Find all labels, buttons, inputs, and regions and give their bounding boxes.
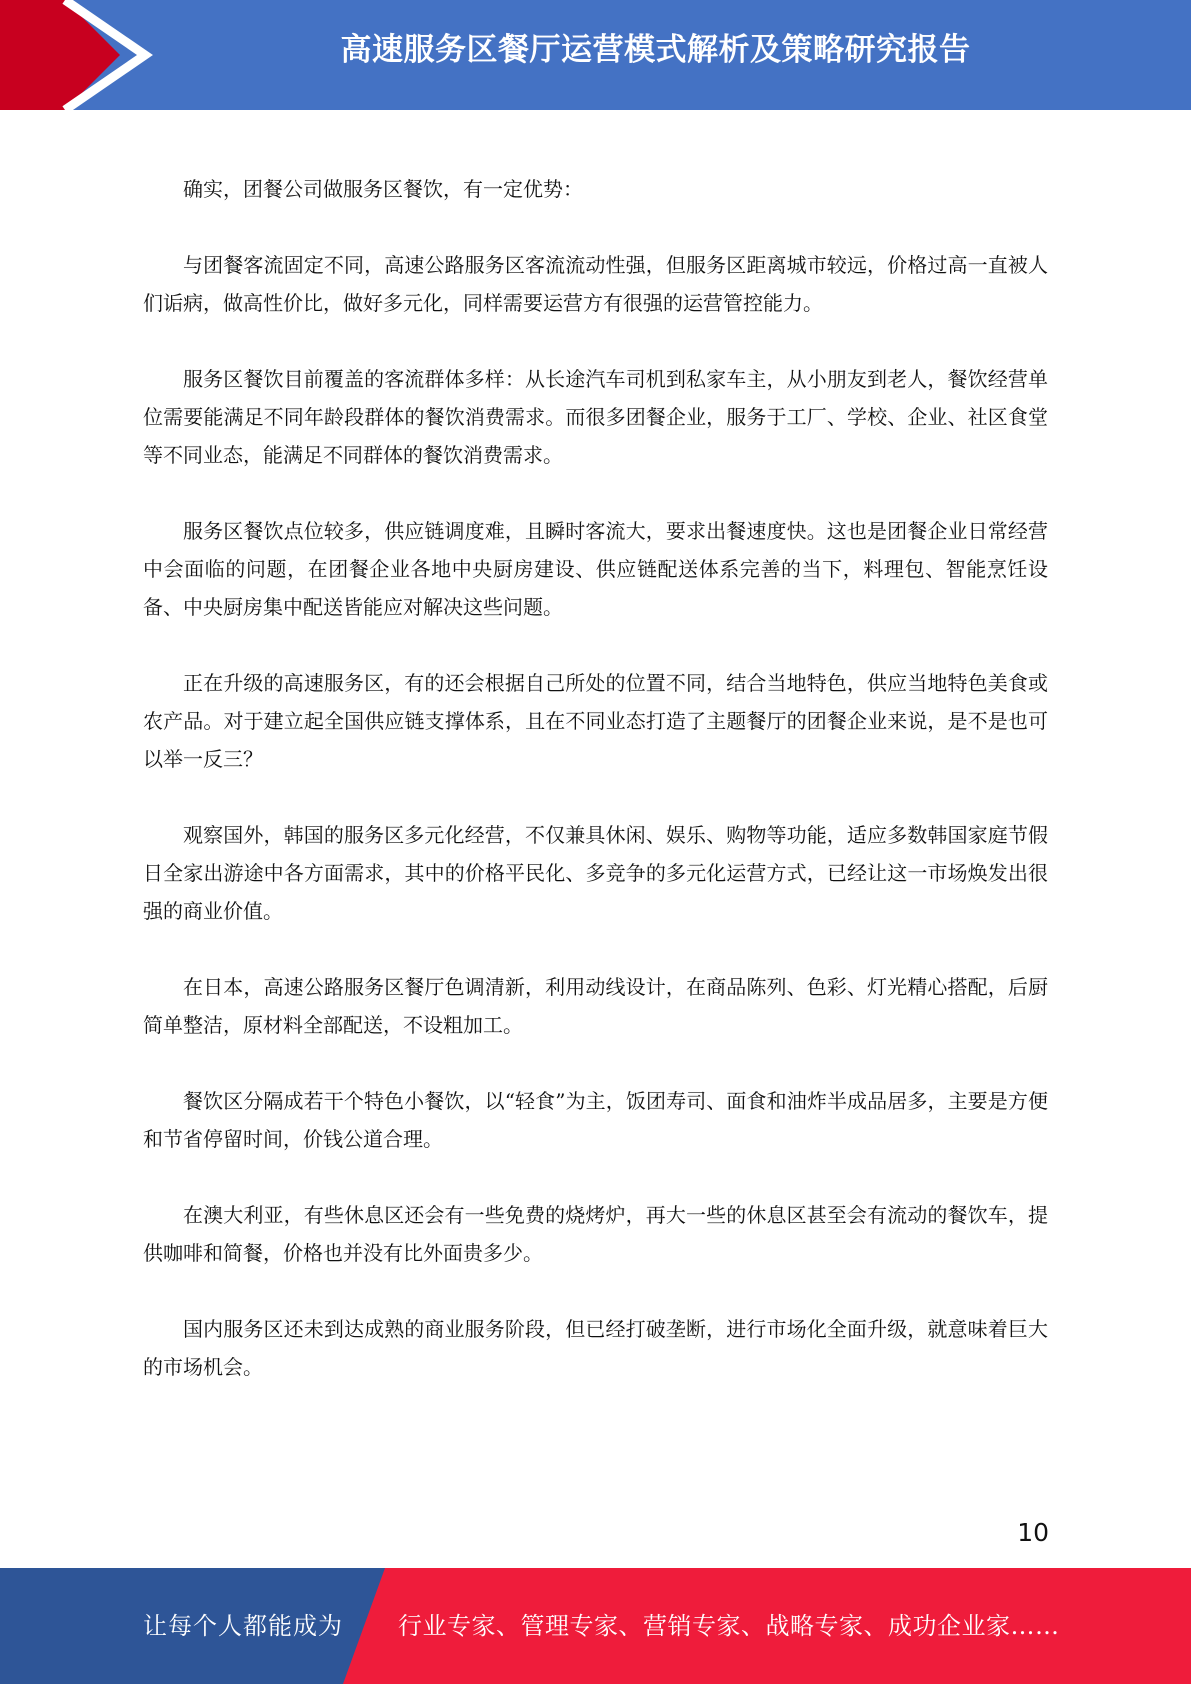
paragraph: 观察国外，韩国的服务区多元化经营，不仅兼具休闲、娱乐、购物等功能，适应多数韩国家庭节假日全家出游途中各方面需求，其中的价格平民化、多竞争的多元化运营方式，已经让这一市场焕发出很强的商业价值。 — [143, 823, 1048, 923]
header-banner — [0, 0, 1191, 110]
paragraph: 确实，团餐公司做服务区餐饮，有一定优势： — [183, 177, 583, 201]
paragraph: 在澳大利亚，有些休息区还会有一些免费的烧烤炉，再大一些的休息区甚至会有流动的餐饮车，提供咖啡和简餐，价格也并没有比外面贵多少。 — [143, 1203, 1048, 1265]
document-body — [143, 170, 1048, 1424]
paragraph: 服务区餐饮点位较多，供应链调度难，且瞬时客流大，要求出餐速度快。这也是团餐企业日常经营中会面临的问题，在团餐企业各地中央厨房建设、供应链配送体系完善的当下，料理包、智能烹饪设备、中央厨房集中配送皆能应对解决这些问题。 — [143, 519, 1048, 619]
footer-banner — [0, 1568, 1191, 1684]
footer-tagline: 行业专家、管理专家、营销专家、战略专家、成功企业家…… — [398, 1612, 1060, 1640]
paragraph: 与团餐客流固定不同，高速公路服务区客流流动性强，但服务区距离城市较远，价格过高一直被人们诟病，做高性价比，做好多元化，同样需要运营方有很强的运营管控能力。 — [143, 253, 1048, 315]
paragraph: 服务区餐饮目前覆盖的客流群体多样：从长途汽车司机到私家车主，从小朋友到老人，餐饮经营单位需要能满足不同年龄段群体的餐饮消费需求。而很多团餐企业，服务于工厂、学校、企业、社区食堂等不同业态，能满足不同群体的餐饮消费需求。 — [143, 367, 1048, 467]
footer-slogan: 让每个人都能成为 — [143, 1612, 343, 1640]
document-title: 高速服务区餐厅运营模式解析及策略研究报告 — [340, 32, 971, 68]
red-arrow-icon — [0, 0, 160, 110]
paragraph: 在日本，高速公路服务区餐厅色调清新，利用动线设计，在商品陈列、色彩、灯光精心搭配，后厨简单整洁，原材料全部配送，不设粗加工。 — [143, 975, 1048, 1037]
paragraph: 国内服务区还未到达成熟的商业服务阶段，但已经打破垄断，进行市场化全面升级，就意味着巨大的市场机会。 — [143, 1317, 1048, 1379]
paragraph: 正在升级的高速服务区，有的还会根据自己所处的位置不同，结合当地特色，供应当地特色美食或农产品。对于建立起全国供应链支撑体系，且在不同业态打造了主题餐厅的团餐企业来说，是不是也可以举一反三？ — [143, 671, 1048, 771]
page-number: 10 — [1017, 1518, 1049, 1547]
paragraph: 餐饮区分隔成若干个特色小餐饮，以“轻食”为主，饭团寿司、面食和油炸半成品居多，主要是方便和节省停留时间，价钱公道合理。 — [143, 1089, 1048, 1151]
